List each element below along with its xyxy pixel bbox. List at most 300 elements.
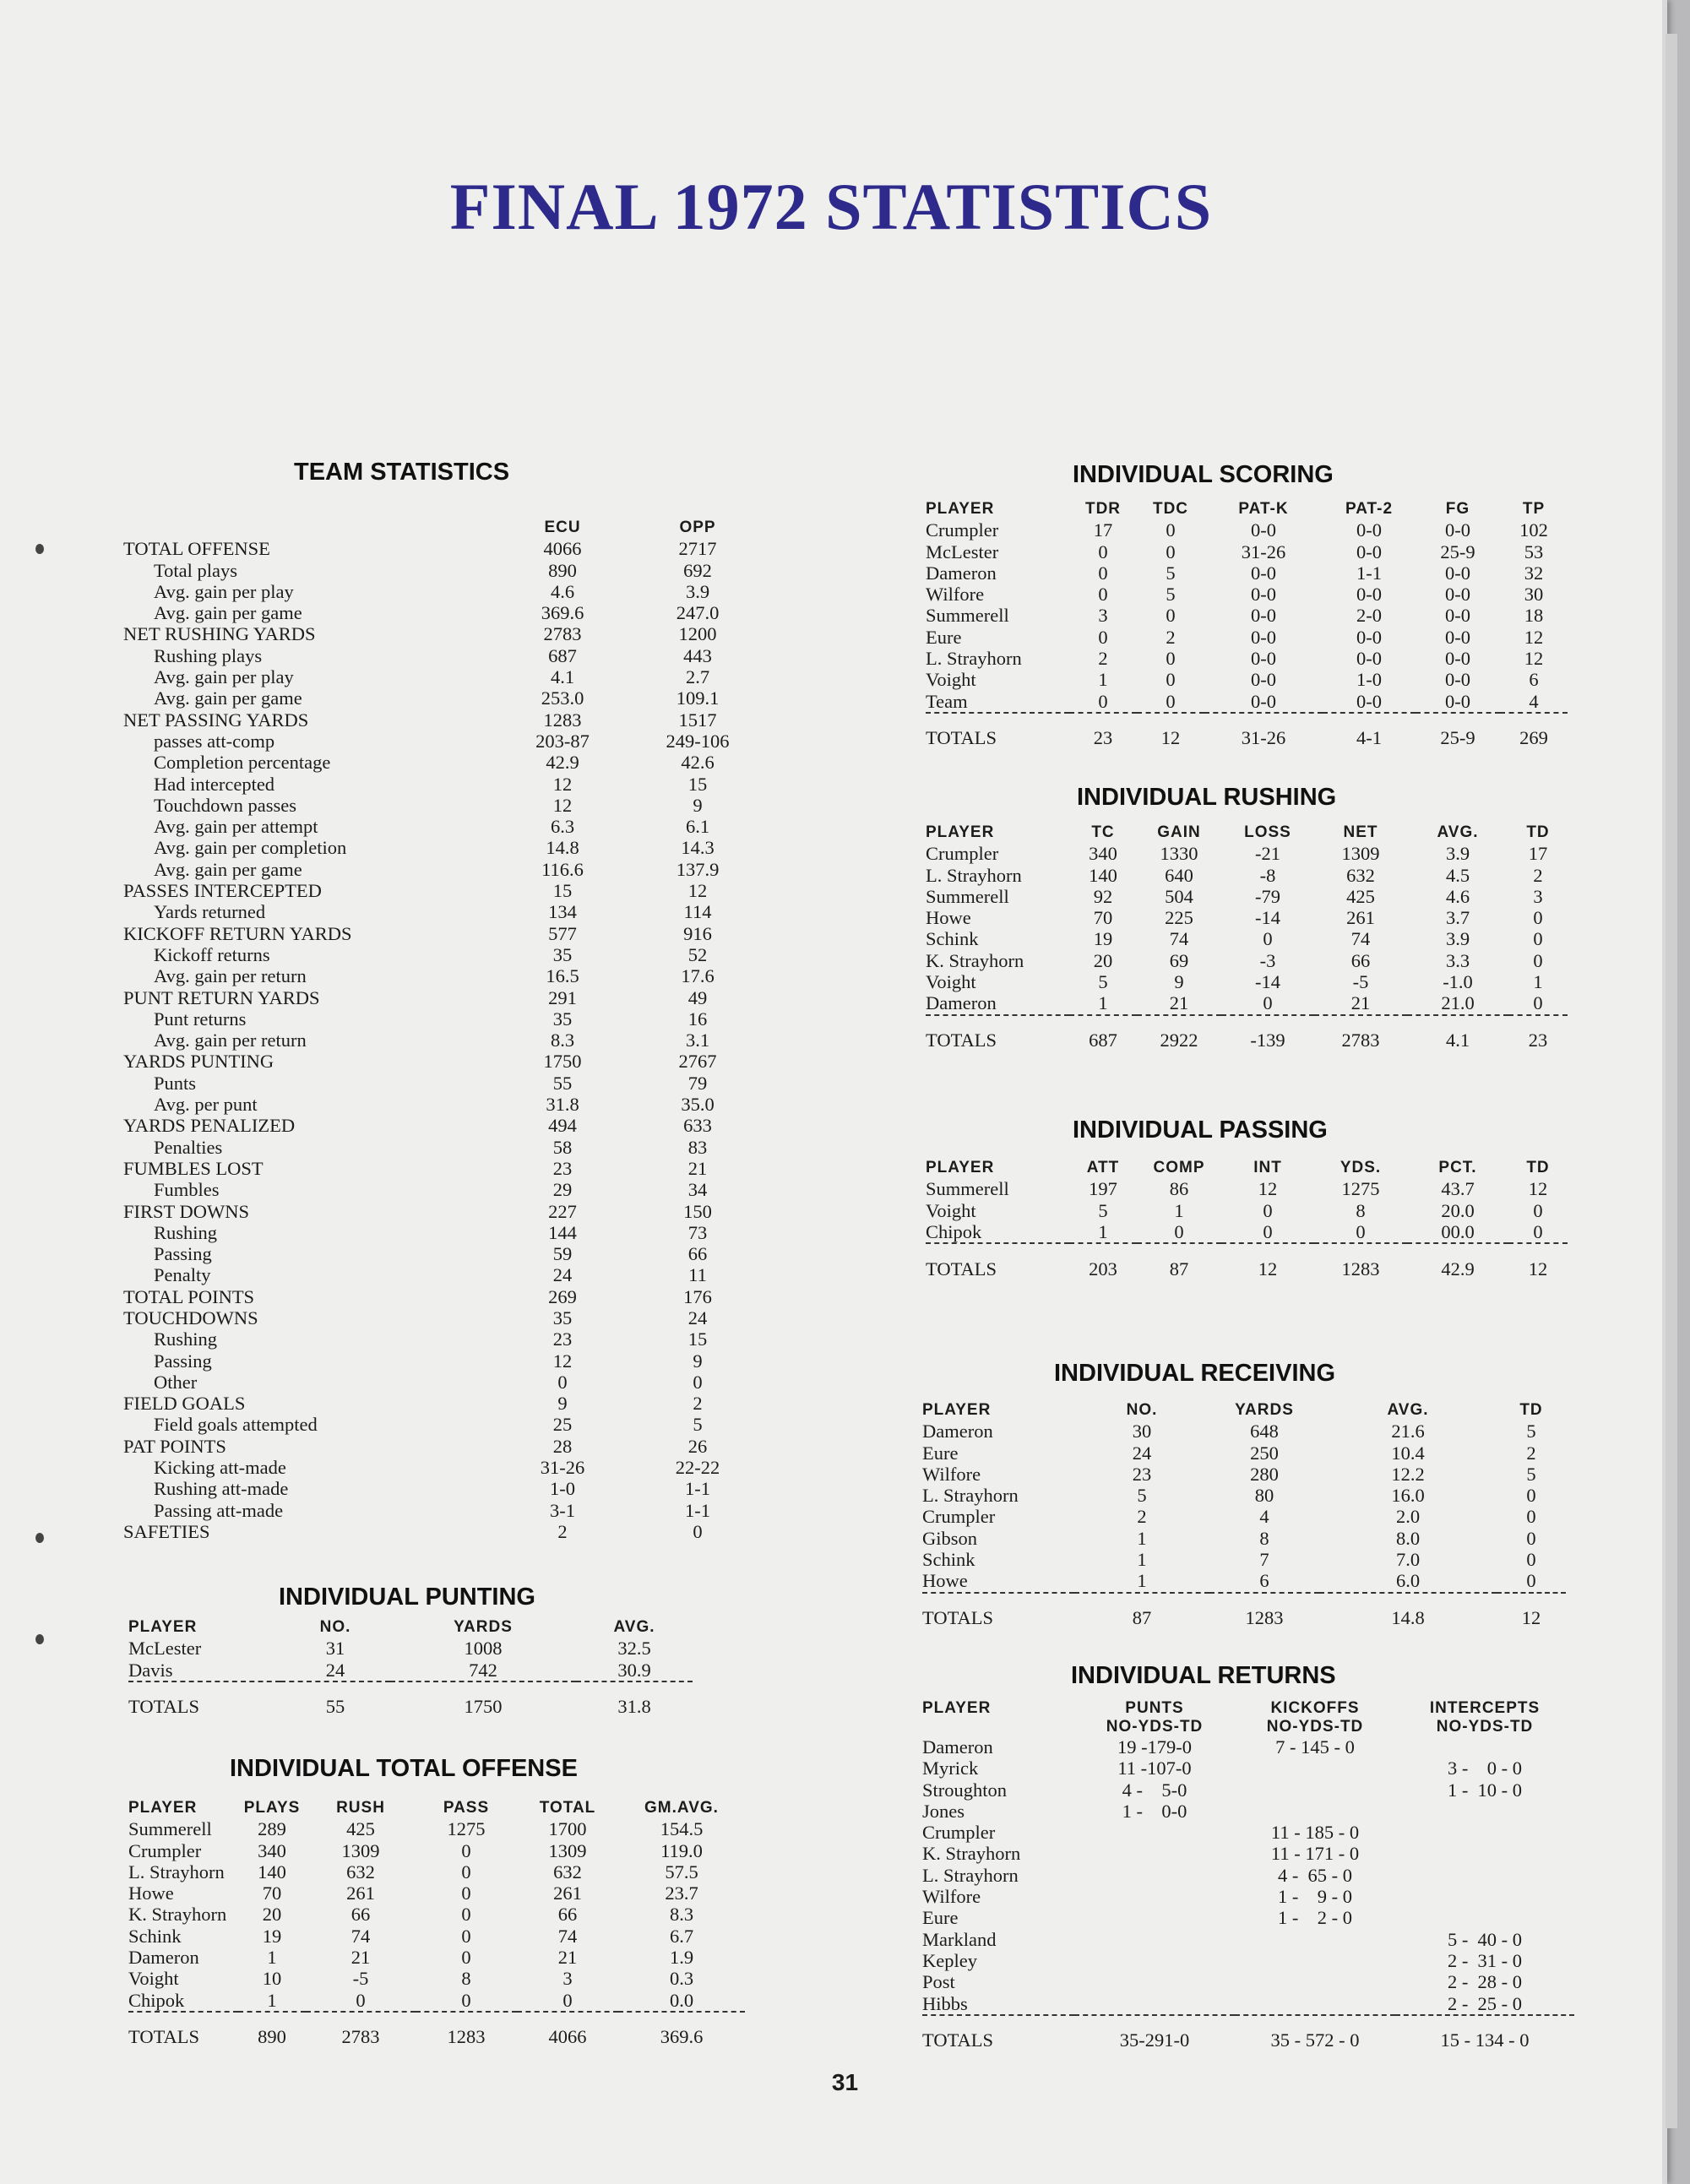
stat-label: KICKOFF RETURN YARDS [123, 922, 352, 944]
stat-value: 12 [1258, 1178, 1278, 1200]
stat-value: 1275 [447, 1818, 486, 1840]
stat-value: 2.0 [1395, 1506, 1421, 1528]
stat-label: passes att-comp [154, 730, 275, 752]
stat-opp: 150 [683, 1200, 712, 1222]
stat-value: 1 [238, 1990, 306, 2012]
stat-opp: 1-1 [685, 1478, 710, 1500]
col-header: PASS [443, 1799, 490, 1817]
table-row [926, 648, 1568, 669]
stat-value: 1330 [1160, 843, 1198, 865]
stat-opp: 79 [687, 1072, 708, 1094]
total-value: 4-1 [1356, 727, 1382, 749]
stat-value: 3 - 0 - 0 [1447, 1758, 1523, 1779]
col-header: YDS. [1340, 1159, 1382, 1176]
stat-value [1235, 1971, 1395, 1992]
team-stat-row [123, 1243, 757, 1264]
stat-value: 66 [350, 1904, 371, 1926]
total-value: 369.6 [660, 2026, 704, 2048]
stat-ecu: 134 [548, 901, 577, 923]
stat-value [1074, 1993, 1235, 2015]
col-header: NO. [319, 1618, 351, 1636]
stat-label: PAT POINTS [123, 1435, 226, 1457]
player-name: L. Strayhorn [922, 1864, 1019, 1886]
team-stat-row [123, 645, 757, 666]
stat-value: 0 [1166, 519, 1176, 541]
total-value: 2783 [1341, 1030, 1380, 1051]
stat-value: 261 [553, 1882, 582, 1904]
table-row [922, 1549, 1566, 1570]
stat-value: 21 [1314, 992, 1407, 1014]
header-row [922, 1399, 1566, 1421]
stat-value: 1 [1069, 1221, 1137, 1243]
totals-label: TOTALS [926, 727, 997, 749]
stat-value: 00.0 [1407, 1221, 1508, 1243]
player-name: Summerell [926, 885, 1009, 907]
stat-ecu: 35 [552, 1008, 573, 1030]
stat-value: 21 [557, 1947, 578, 1969]
stat-label: PUNT RETURN YARDS [123, 986, 320, 1008]
stat-value: 20.0 [1441, 1199, 1475, 1221]
stat-label: Rushing [154, 1328, 218, 1350]
stat-ecu: 42.9 [546, 752, 579, 774]
col-header: YARDS [1235, 1401, 1294, 1419]
table-row [922, 1736, 1574, 1758]
stat-value: 0 [1263, 1199, 1273, 1221]
stat-label: Penalties [154, 1136, 223, 1158]
team-stat-row [123, 1521, 757, 1542]
stat-label: NET PASSING YARDS [123, 709, 309, 731]
team-stat-row [123, 1478, 757, 1499]
team-stat-row [123, 923, 757, 944]
stat-value [1395, 1736, 1574, 1758]
stat-value [1395, 1843, 1574, 1864]
stat-value: 0 [1526, 1485, 1536, 1507]
stat-value [1235, 1758, 1395, 1779]
team-stat-row [123, 666, 757, 687]
binding-hole [35, 1533, 44, 1543]
player-name: Voight [128, 1968, 179, 1990]
stat-label: Avg. per punt [154, 1094, 258, 1116]
table-row [926, 886, 1568, 907]
col-header: AVG. [1437, 823, 1479, 841]
team-stat-row [123, 1414, 757, 1435]
stat-label: Passing [154, 1243, 212, 1265]
stat-value: 0-0 [1251, 626, 1276, 648]
total-value: 35-291-0 [1119, 2029, 1190, 2051]
stat-ecu: 253.0 [541, 687, 584, 709]
stat-value: 0 [1069, 691, 1137, 713]
stat-ecu: 35 [552, 943, 573, 965]
col-header-sub: NO-YDS-TD [1266, 1718, 1364, 1736]
header-row [926, 822, 1568, 843]
table-header [128, 1797, 745, 1818]
col-header-top: PUNTS [1125, 1699, 1184, 1717]
header-row [922, 1699, 1574, 1736]
stat-label: SAFETIES [123, 1520, 210, 1542]
player-name: Hibbs [922, 1993, 1074, 2015]
stat-value: 74 [1169, 928, 1189, 950]
stat-value: 1 - 9 - 0 [1277, 1886, 1353, 1908]
total-value: 14.8 [1391, 1607, 1425, 1629]
stat-label: Field goals attempted [154, 1414, 318, 1436]
stat-value: 21.0 [1407, 992, 1508, 1014]
stat-ecu: 577 [548, 922, 577, 944]
rushing-heading: INDIVIDUAL RUSHING [1077, 784, 1337, 811]
stat-label: FUMBLES LOST [123, 1157, 264, 1179]
stat-ecu: 4.1 [550, 666, 575, 688]
stat-opp: 21 [687, 1157, 708, 1179]
scoring-heading: INDIVIDUAL SCORING [1073, 461, 1334, 488]
stat-value: 21.6 [1391, 1421, 1425, 1442]
page-number: 31 [831, 2069, 859, 2095]
stat-value: 2 [1098, 648, 1108, 670]
stat-value: -14 [1255, 971, 1280, 993]
col-header: TP [1522, 500, 1546, 518]
col-header: PLAYS [243, 1799, 301, 1817]
stat-value: 24 [280, 1660, 390, 1681]
stat-value: 1 [1137, 1527, 1147, 1549]
stat-value: 25-9 [1440, 541, 1475, 562]
player-name: Dameron [922, 1421, 993, 1442]
stat-ecu: 31-26 [540, 1457, 585, 1479]
stat-value: 8 [461, 1968, 471, 1990]
stat-value [1395, 1865, 1574, 1886]
stat-value: 20 [262, 1904, 282, 1926]
table-row [926, 584, 1568, 605]
stat-value: 0 [461, 1947, 471, 1969]
stat-value: -21 [1255, 843, 1280, 865]
team-stat-row [123, 1393, 757, 1414]
stat-opp: 49 [687, 986, 708, 1008]
player-name: K. Strayhorn [922, 1843, 1021, 1865]
stat-ecu: 31.8 [546, 1094, 579, 1116]
stat-ecu: 29 [552, 1179, 573, 1201]
table-row [128, 1882, 745, 1904]
stat-opp: 692 [683, 559, 712, 581]
stat-value: 0-0 [1445, 519, 1470, 541]
team-stat-row [123, 560, 757, 581]
stat-label: Avg. gain per completion [154, 837, 347, 859]
total-value: 1750 [464, 1696, 503, 1718]
table-body [922, 1736, 1574, 2053]
stat-value: 0 [1098, 584, 1108, 606]
team-stat-row [123, 1094, 757, 1115]
passing-heading: INDIVIDUAL PASSING [1073, 1116, 1328, 1144]
stat-opp: 83 [687, 1136, 708, 1158]
player-name: Dameron [926, 992, 1069, 1014]
stat-value: 3.7 [1445, 907, 1470, 929]
stat-value: 3.9 [1445, 928, 1470, 950]
stat-value: 0 [1166, 605, 1176, 627]
stat-opp: 633 [683, 1115, 712, 1137]
stat-value: 86 [1169, 1178, 1189, 1200]
stat-opp: 52 [687, 943, 708, 965]
table-row [922, 1758, 1574, 1779]
stat-value: -14 [1255, 907, 1280, 929]
totals-label: TOTALS [922, 1607, 994, 1629]
team-stat-row [123, 1286, 757, 1307]
stat-value: 2 - 31 - 0 [1447, 1949, 1523, 1971]
team-stat-row [123, 538, 757, 559]
stat-opp: 3.1 [685, 1030, 710, 1051]
stat-value: 0 [1098, 626, 1108, 648]
stat-value: 18 [1524, 605, 1544, 627]
table-body [128, 1638, 693, 1719]
stat-value: 0-0 [1445, 584, 1470, 606]
table-row [926, 627, 1568, 648]
player-name: Crumpler [922, 1506, 996, 1528]
stat-opp: 66 [687, 1243, 708, 1265]
stat-value: 16.0 [1391, 1485, 1425, 1507]
stat-ecu: 35 [552, 1307, 573, 1328]
stat-label: Total plays [154, 559, 238, 581]
stat-value: 24 [1132, 1442, 1152, 1464]
table-row [128, 1660, 693, 1681]
stat-value: 21 [350, 1947, 371, 1969]
stat-value: 0 [1497, 1570, 1566, 1592]
stat-value: 17 [1093, 519, 1113, 541]
stat-label: Punts [154, 1072, 197, 1094]
stat-value: 66 [557, 1904, 578, 1926]
stat-opp: 5 [693, 1414, 703, 1436]
stat-opp: 443 [683, 644, 712, 666]
stat-value: 70 [1093, 907, 1113, 929]
table-header [926, 822, 1568, 843]
stat-value: 140 [258, 1861, 286, 1882]
binding-hole [35, 544, 44, 554]
stat-ecu: 2 [557, 1520, 568, 1542]
spacer-row [926, 1015, 1568, 1028]
stat-ecu: 369.6 [541, 602, 584, 624]
header-row [926, 1157, 1568, 1178]
page-title: FINAL 1972 STATISTICS [449, 170, 1213, 243]
stat-ecu: 1-0 [550, 1478, 575, 1500]
stat-ecu: 687 [548, 644, 577, 666]
table-row [128, 1861, 745, 1882]
col-header [1395, 1699, 1574, 1736]
col-header: PCT. [1438, 1159, 1477, 1176]
receiving-heading: INDIVIDUAL RECEIVING [1054, 1360, 1336, 1387]
col-header [1235, 1699, 1395, 1736]
stat-value: 4 [1500, 691, 1568, 713]
stat-label: Avg. gain per play [154, 580, 294, 602]
col-header: PLAYER [926, 823, 995, 841]
team-stat-row [123, 1307, 757, 1328]
stat-value: 5 - 40 - 0 [1447, 1928, 1523, 1950]
stat-value: 425 [346, 1818, 375, 1840]
stat-value: 0 [1533, 928, 1543, 950]
table-row [926, 519, 1568, 541]
team-stat-row [123, 1436, 757, 1457]
stat-value: 5 [1526, 1463, 1536, 1485]
stat-value: 57.5 [665, 1861, 698, 1882]
stat-opp: 15 [687, 1328, 708, 1350]
team-stat-row [123, 880, 757, 901]
stat-ecu: 144 [548, 1221, 577, 1243]
stat-value: 1008 [464, 1638, 503, 1660]
stat-value: 0 [1166, 669, 1176, 691]
team-stat-row [123, 1457, 757, 1478]
stat-value [1235, 1801, 1395, 1822]
stat-value: 2 [1526, 1442, 1536, 1464]
stat-value: 1 [1069, 992, 1137, 1014]
stat-value: 10.4 [1391, 1442, 1425, 1464]
stat-value: 21 [1137, 992, 1221, 1014]
stat-label: YARDS PENALIZED [123, 1115, 296, 1137]
stat-value: 0 [461, 1839, 471, 1861]
team-stat-row [123, 1350, 757, 1372]
player-name: McLester [926, 541, 999, 562]
stat-value: 0-0 [1356, 584, 1382, 606]
col-header: RUSH [336, 1799, 385, 1817]
totals-label: TOTALS [922, 2029, 994, 2051]
stat-ecu: 16.5 [546, 965, 579, 987]
stat-label: FIELD GOALS [123, 1393, 246, 1415]
stat-opp: 6.1 [685, 816, 710, 838]
stat-value: 632 [553, 1861, 582, 1882]
team-stat-row [123, 581, 757, 602]
total-value: 12 [1521, 1607, 1541, 1629]
stat-ecu: 1750 [543, 1051, 582, 1073]
stat-value: 66 [1350, 949, 1371, 971]
stat-value: 0 [1314, 1221, 1407, 1243]
player-name: Summerell [926, 605, 1009, 627]
stat-ecu: 55 [552, 1072, 573, 1094]
stat-label: TOTAL OFFENSE [123, 538, 270, 560]
stat-ecu: 291 [548, 986, 577, 1008]
stat-value: 2 - 28 - 0 [1447, 1971, 1523, 1993]
col-header: INT [1253, 1159, 1282, 1176]
stat-ecu: 23 [552, 1328, 573, 1350]
stat-ecu: 9 [557, 1393, 568, 1415]
total-value: 12 [1160, 727, 1181, 749]
stat-value: 1309 [548, 1839, 587, 1861]
stat-value: 0 [306, 1990, 416, 2012]
team-statistics-table [123, 517, 757, 1542]
table-row [922, 1929, 1574, 1950]
player-name: McLester [128, 1638, 202, 1660]
stat-opp: 176 [683, 1285, 712, 1307]
stat-ecu: 58 [552, 1136, 573, 1158]
table-row [926, 928, 1568, 949]
stat-value: 1 [1074, 1570, 1209, 1592]
stat-label: TOUCHDOWNS [123, 1307, 258, 1328]
stat-opp: 109.1 [676, 687, 720, 709]
stat-value: 92 [1093, 885, 1113, 907]
player-name: Kepley [922, 1949, 977, 1971]
team-stat-row [123, 1179, 757, 1200]
stat-value: 0 [461, 1904, 471, 1926]
stat-label: Avg. gain per return [154, 965, 307, 987]
col-header: TD [1519, 1401, 1543, 1419]
team-stat-row [123, 795, 757, 816]
player-name: K. Strayhorn [128, 1904, 227, 1926]
stat-value: 4 [1259, 1506, 1269, 1528]
col-header: AVG. [613, 1618, 655, 1636]
team-stat-row [123, 837, 757, 858]
table-body [926, 1178, 1568, 1281]
team-stat-row [123, 731, 757, 752]
stat-label: Yards returned [154, 901, 266, 923]
stat-opp: 24 [687, 1307, 708, 1328]
team-stat-row [123, 816, 757, 837]
stat-value [1074, 1929, 1235, 1950]
stat-value [1395, 1907, 1574, 1928]
table-header [922, 1699, 1574, 1736]
total-value: 12 [1258, 1258, 1278, 1279]
table-row [922, 1822, 1574, 1843]
col-header: TDR [1084, 500, 1122, 518]
stat-ecu: 15 [552, 880, 573, 902]
table-row [922, 1779, 1574, 1801]
table-row [128, 1818, 745, 1839]
stat-value: 0 [517, 1990, 618, 2012]
stat-value: 32 [1524, 562, 1544, 584]
stat-opp: 17.6 [681, 965, 715, 987]
stat-value: 140 [1089, 864, 1117, 886]
stat-value: 7 [1259, 1549, 1269, 1571]
stat-value: 340 [258, 1839, 286, 1861]
stat-ecu: 0 [557, 1371, 568, 1393]
total-value: -139 [1250, 1030, 1285, 1051]
stat-label: Had intercepted [154, 773, 275, 795]
stat-ecu: 14.8 [546, 837, 579, 859]
stat-ecu: 1283 [543, 709, 582, 731]
player-name: Crumpler [128, 1839, 202, 1861]
stat-label: Avg. gain per game [154, 858, 302, 880]
stat-opp: 2 [693, 1393, 703, 1415]
stat-opp: 0 [693, 1371, 703, 1393]
totals-row [922, 1605, 1566, 1631]
stat-value: 70 [262, 1882, 282, 1904]
stat-value: 2 [1166, 626, 1176, 648]
stat-value: 11 -107-0 [1117, 1758, 1192, 1779]
team-stat-row [123, 774, 757, 795]
stat-value: -79 [1255, 885, 1280, 907]
stat-value: 0-0 [1356, 519, 1382, 541]
player-name: L. Strayhorn [926, 864, 1022, 886]
table-row [926, 971, 1568, 992]
stat-opp: 34 [687, 1179, 708, 1201]
totals-row [922, 2028, 1574, 2053]
stat-value: 1 [267, 1947, 277, 1969]
total-value: 35 - 572 - 0 [1270, 2029, 1360, 2051]
spacer-row [926, 1243, 1568, 1256]
stat-opp: 2717 [678, 538, 717, 560]
stat-value: 119.0 [660, 1839, 703, 1861]
stat-label: Rushing [154, 1221, 218, 1243]
stat-value: 1 - 0-0 [1122, 1800, 1187, 1822]
stat-value: 1 - 2 - 0 [1277, 1907, 1353, 1929]
stat-value: 10 [262, 1968, 282, 1990]
table-row [128, 1926, 745, 1947]
punting-table [128, 1616, 693, 1719]
totals-row [926, 725, 1568, 751]
stat-label: FIRST DOWNS [123, 1200, 249, 1222]
total-value: 87 [1132, 1607, 1152, 1629]
table-body [926, 519, 1568, 751]
stat-ecu: 2783 [543, 623, 582, 645]
stat-value: 0 [1526, 1527, 1536, 1549]
stat-ecu: 494 [548, 1115, 577, 1137]
stat-value: 154.5 [660, 1818, 704, 1840]
col-header [1074, 1699, 1235, 1736]
stat-value: 53 [1524, 541, 1544, 562]
col-header: TOTAL [539, 1799, 596, 1817]
stat-opp: 15 [687, 773, 708, 795]
stat-value: 102 [1519, 519, 1548, 541]
table-row [922, 1843, 1574, 1864]
